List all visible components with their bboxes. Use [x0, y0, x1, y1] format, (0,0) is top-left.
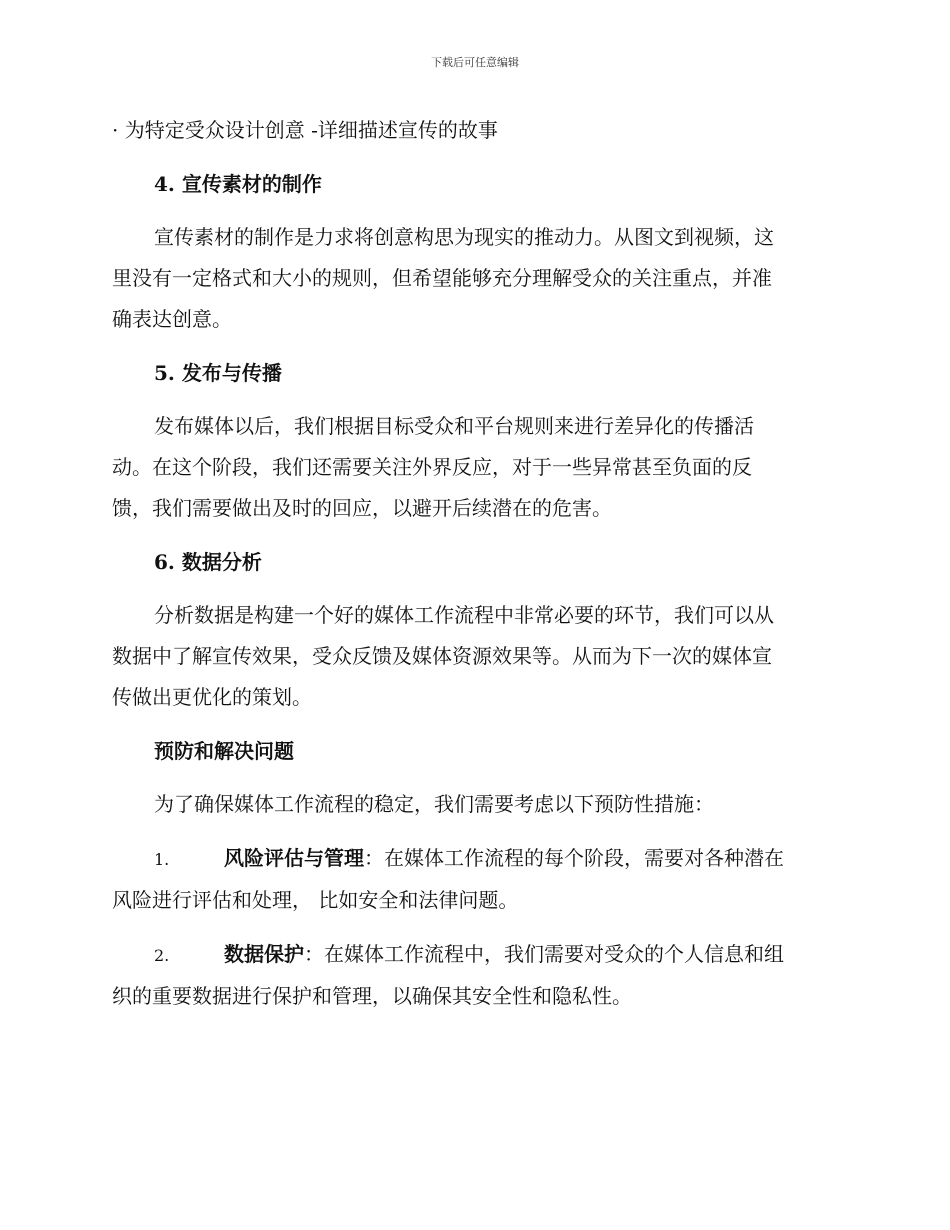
document-body: [112, 110, 834, 1030]
section-material-production: [112, 164, 834, 340]
prevention-intro: 为了确保媒体工作流程的稳定，我们需要考虑以下预防性措施：: [154, 792, 714, 816]
page-header: 下载后可任意编辑: [431, 56, 519, 69]
paragraph-line: 里没有一定格式和大小的规则，但希望能够充分理解受众的关注重点，并准: [112, 266, 772, 290]
list-number: 2.: [154, 946, 170, 965]
paragraph-line: 宣传素材的制作是力求将创意构思为现实的推动力。从图文到视频，这: [154, 225, 774, 249]
section-heading: 6. 数据分析: [154, 550, 262, 574]
list-number: 1.: [154, 850, 170, 869]
paragraph: [112, 217, 834, 340]
section-prevention: [112, 731, 834, 1017]
list-item-text: ：在媒体工作流程的每个阶段，需要对各种潜在: [364, 846, 784, 870]
section-data-analysis: [112, 542, 834, 718]
paragraph: [112, 406, 834, 529]
section-publish-spread: [112, 353, 834, 529]
section-heading: 5. 发布与传播: [154, 361, 282, 385]
paragraph-line: 确表达创意。: [112, 307, 232, 331]
section-heading: 预防和解决问题: [154, 739, 294, 763]
paragraph-line: 传做出更优化的策划。: [112, 685, 312, 709]
paragraph-line: 馈，我们需要做出及时的回应，以避开后续潜在的危害。: [112, 496, 612, 520]
paragraph-line: 动。在这个阶段，我们还需要关注外界反应，对于一些异常甚至负面的反: [112, 455, 752, 479]
paragraph-line: 发布媒体以后，我们根据目标受众和平台规则来进行差异化的传播活: [154, 414, 754, 438]
list-item: [112, 934, 834, 1017]
list-item-continuation: 织的重要数据进行保护和管理，以确保其安全性和隐私性。: [112, 984, 632, 1008]
list-item-continuation: 风险进行评估和处理， 比如安全和法律问题。: [112, 888, 519, 912]
list-item: [112, 838, 834, 921]
paragraph: [112, 595, 834, 718]
paragraph-line: 数据中了解宣传效果，受众反馈及媒体资源效果等。从而为下一次的媒体宣: [112, 644, 772, 668]
list-item-title: 数据保护: [224, 942, 304, 966]
list-item-title: 风险评估与管理: [224, 846, 364, 870]
list-item-text: ：在媒体工作流程中，我们需要对受众的个人信息和组: [304, 942, 784, 966]
paragraph-line: 分析数据是构建一个好的媒体工作流程中非常必要的环节，我们可以从: [154, 603, 774, 627]
section-heading: 4. 宣传素材的制作: [154, 172, 322, 196]
bullet-line: · 为特定受众设计创意 -详细描述宣传的故事: [112, 118, 498, 142]
